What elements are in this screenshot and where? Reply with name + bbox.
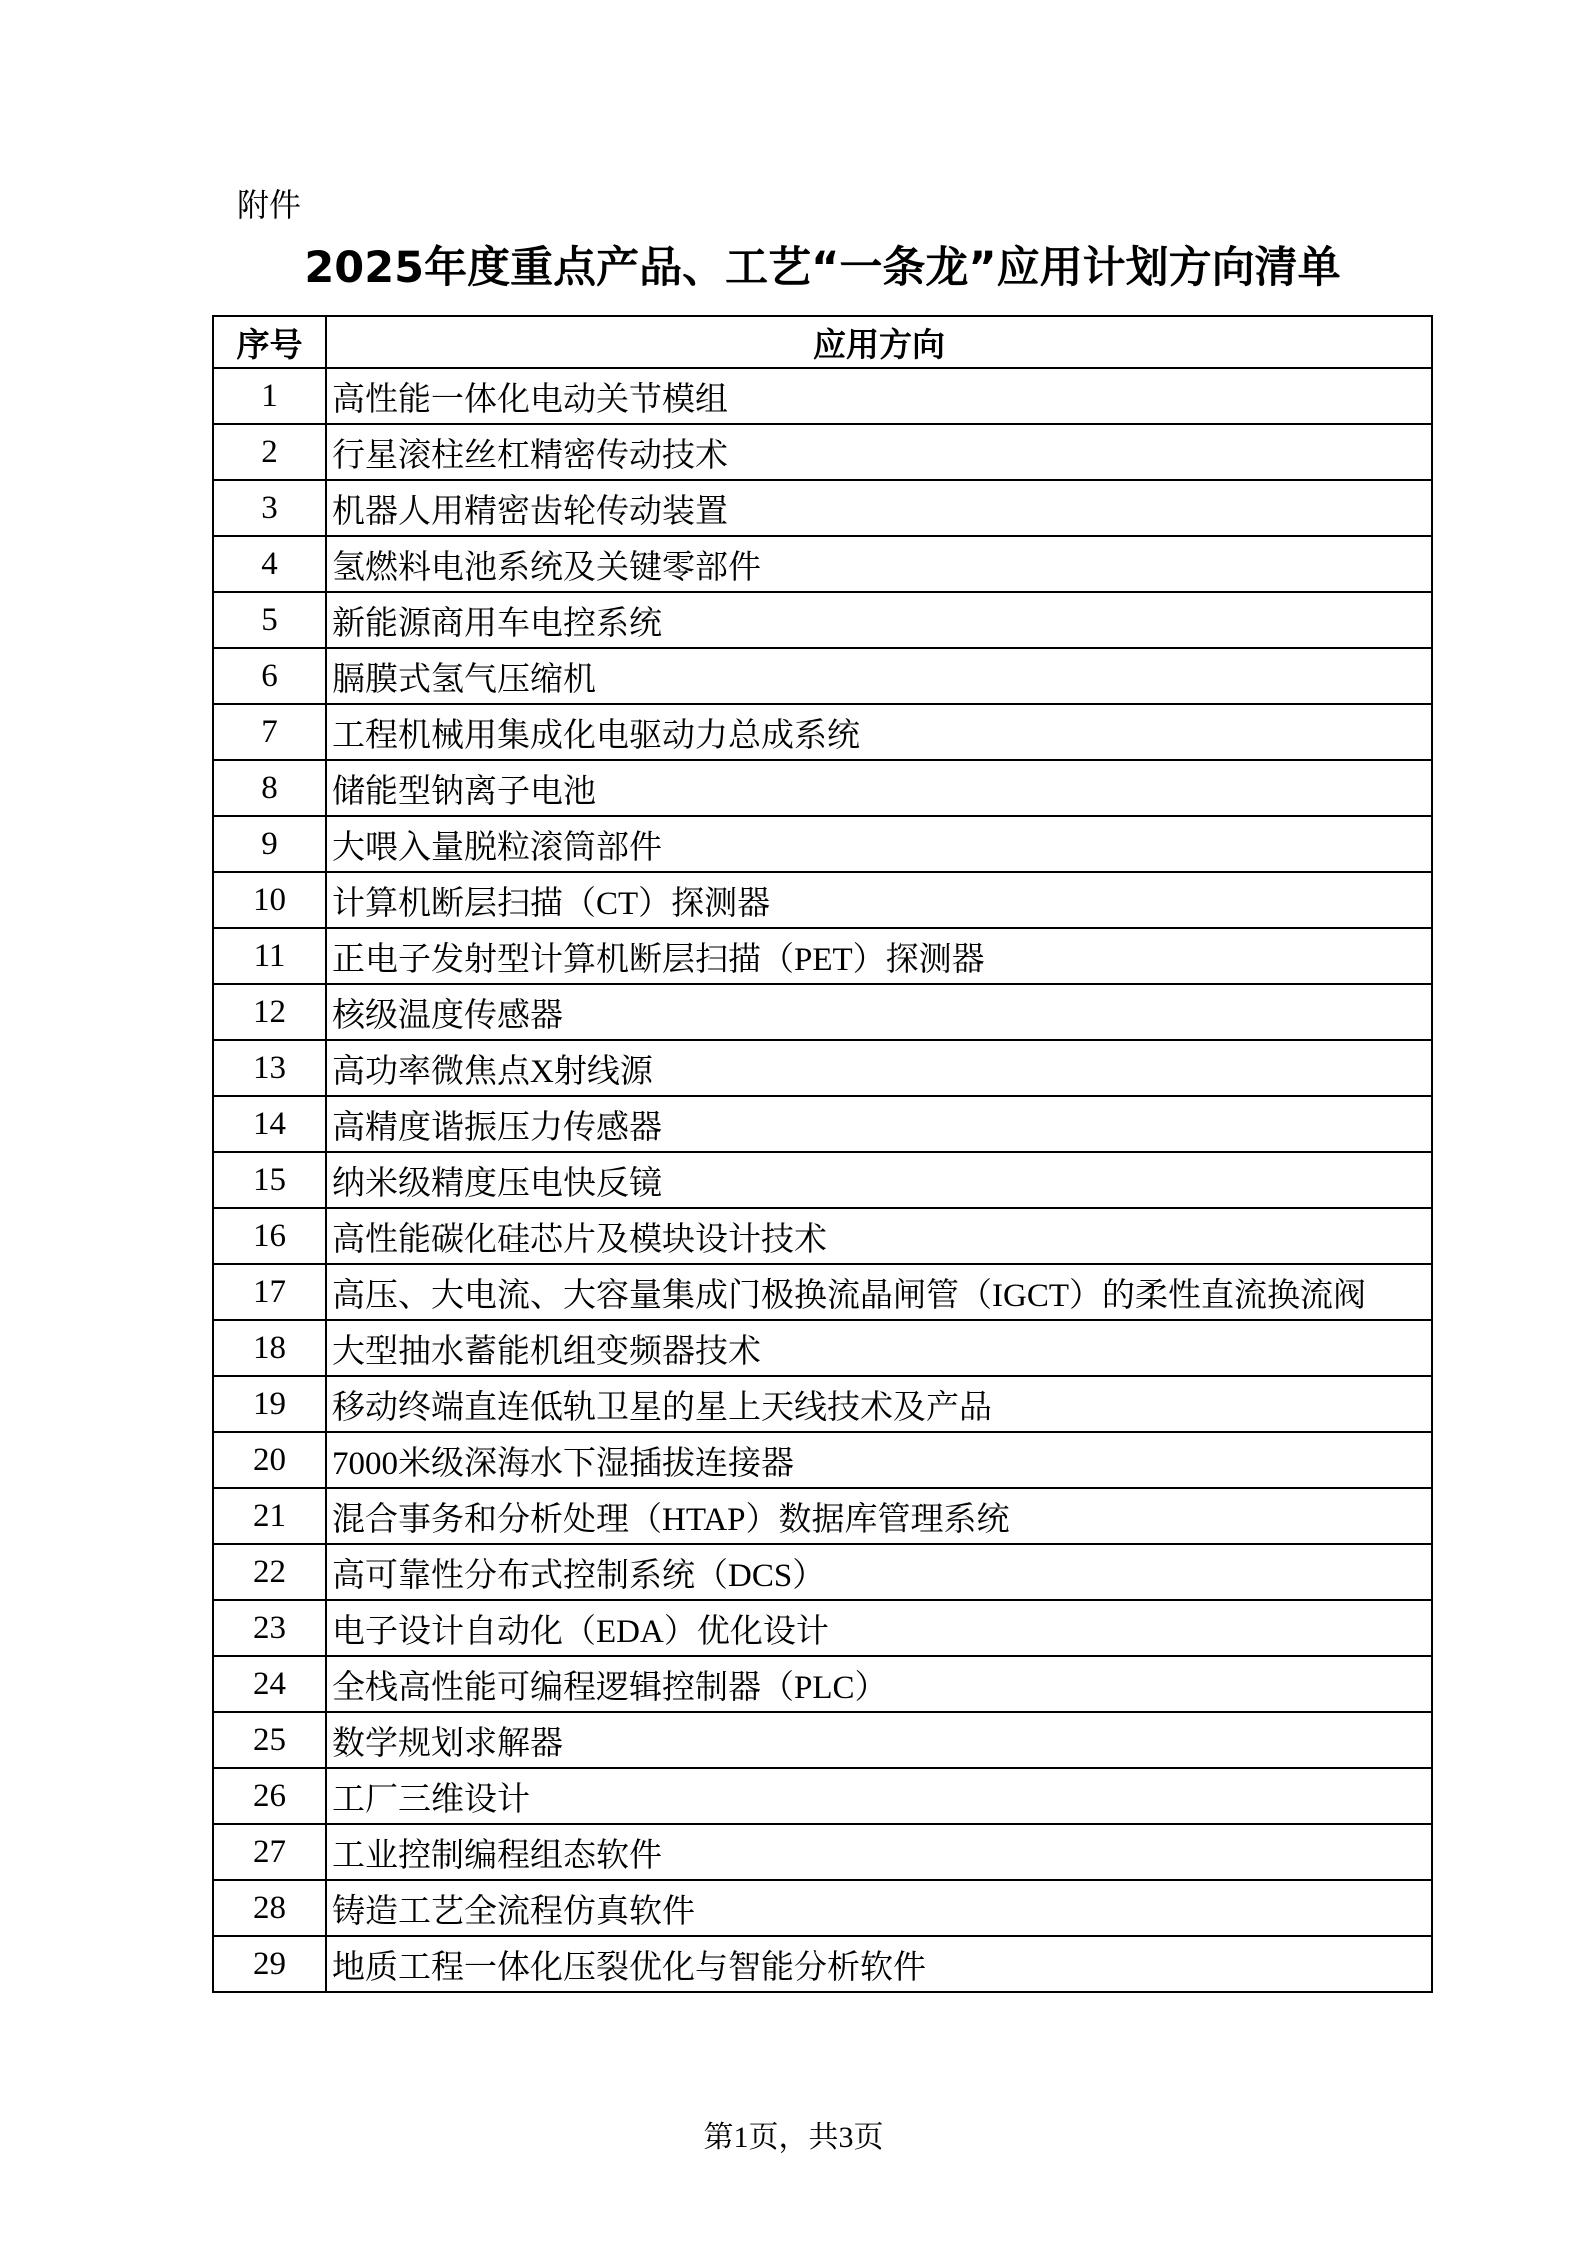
row-number-cell: 19 xyxy=(213,1376,326,1432)
table-row xyxy=(213,1600,1432,1656)
row-direction-cell: 大喂入量脱粒滚筒部件 xyxy=(326,816,1432,872)
table-header-row xyxy=(213,316,1432,368)
table-row xyxy=(213,480,1432,536)
page-footer: 第1页，共3页 xyxy=(703,2121,884,2154)
row-direction-cell: 移动终端直连低轨卫星的星上天线技术及产品 xyxy=(326,1376,1432,1432)
table-row xyxy=(213,1936,1432,1992)
row-number-cell: 9 xyxy=(213,816,326,872)
row-number-cell: 3 xyxy=(213,480,326,536)
row-direction-cell: 正电子发射型计算机断层扫描（PET）探测器 xyxy=(326,928,1432,984)
row-direction-cell: 高压、大电流、大容量集成门极换流晶闸管（IGCT）的柔性直流换流阀 xyxy=(326,1264,1432,1320)
row-number-cell: 1 xyxy=(213,368,326,424)
row-direction-cell: 混合事务和分析处理（HTAP）数据库管理系统 xyxy=(326,1488,1432,1544)
table-row xyxy=(213,592,1432,648)
table-row xyxy=(213,1712,1432,1768)
table-row xyxy=(213,1768,1432,1824)
table-row xyxy=(213,1152,1432,1208)
row-number-cell: 23 xyxy=(213,1600,326,1656)
row-direction-cell: 行星滚柱丝杠精密传动技术 xyxy=(326,424,1432,480)
table-header-no: 序号 xyxy=(213,316,326,368)
table-row xyxy=(213,1376,1432,1432)
row-number-cell: 2 xyxy=(213,424,326,480)
table-header-direction: 应用方向 xyxy=(326,316,1432,368)
row-direction-cell: 数学规划求解器 xyxy=(326,1712,1432,1768)
table-row xyxy=(213,648,1432,704)
row-number-cell: 8 xyxy=(213,760,326,816)
row-direction-cell: 储能型钠离子电池 xyxy=(326,760,1432,816)
row-number-cell: 4 xyxy=(213,536,326,592)
table-row xyxy=(213,368,1432,424)
table-row xyxy=(213,704,1432,760)
table-row xyxy=(213,928,1432,984)
table-row xyxy=(213,1488,1432,1544)
table-row xyxy=(213,1432,1432,1488)
row-number-cell: 15 xyxy=(213,1152,326,1208)
table-row xyxy=(213,872,1432,928)
row-direction-cell: 铸造工艺全流程仿真软件 xyxy=(326,1880,1432,1936)
row-number-cell: 17 xyxy=(213,1264,326,1320)
row-direction-cell: 膈膜式氢气压缩机 xyxy=(326,648,1432,704)
row-number-cell: 16 xyxy=(213,1208,326,1264)
row-number-cell: 10 xyxy=(213,872,326,928)
attachment-label: 附件 xyxy=(237,186,302,224)
page-title: 2025年度重点产品、工艺“一条龙”应用计划方向清单 xyxy=(304,243,1341,293)
row-number-cell: 13 xyxy=(213,1040,326,1096)
row-direction-cell: 高功率微焦点X射线源 xyxy=(326,1040,1432,1096)
row-number-cell: 22 xyxy=(213,1544,326,1600)
table-row xyxy=(213,1264,1432,1320)
table-row xyxy=(213,1320,1432,1376)
table-row xyxy=(213,536,1432,592)
row-direction-cell: 机器人用精密齿轮传动装置 xyxy=(326,480,1432,536)
row-number-cell: 12 xyxy=(213,984,326,1040)
row-number-cell: 25 xyxy=(213,1712,326,1768)
row-number-cell: 27 xyxy=(213,1824,326,1880)
row-number-cell: 7 xyxy=(213,704,326,760)
row-direction-cell: 工程机械用集成化电驱动力总成系统 xyxy=(326,704,1432,760)
table-row xyxy=(213,984,1432,1040)
row-direction-cell: 氢燃料电池系统及关键零部件 xyxy=(326,536,1432,592)
table-body xyxy=(213,368,1432,1992)
row-number-cell: 5 xyxy=(213,592,326,648)
row-direction-cell: 新能源商用车电控系统 xyxy=(326,592,1432,648)
row-direction-cell: 纳米级精度压电快反镜 xyxy=(326,1152,1432,1208)
table-row xyxy=(213,1880,1432,1936)
row-number-cell: 11 xyxy=(213,928,326,984)
table-row xyxy=(213,1544,1432,1600)
row-number-cell: 24 xyxy=(213,1656,326,1712)
row-direction-cell: 电子设计自动化（EDA）优化设计 xyxy=(326,1600,1432,1656)
row-direction-cell: 7000米级深海水下湿插拔连接器 xyxy=(326,1432,1432,1488)
row-direction-cell: 工业控制编程组态软件 xyxy=(326,1824,1432,1880)
table-row xyxy=(213,1824,1432,1880)
row-number-cell: 18 xyxy=(213,1320,326,1376)
row-direction-cell: 工厂三维设计 xyxy=(326,1768,1432,1824)
row-direction-cell: 地质工程一体化压裂优化与智能分析软件 xyxy=(326,1936,1432,1992)
row-number-cell: 21 xyxy=(213,1488,326,1544)
row-direction-cell: 高精度谐振压力传感器 xyxy=(326,1096,1432,1152)
row-direction-cell: 核级温度传感器 xyxy=(326,984,1432,1040)
row-number-cell: 14 xyxy=(213,1096,326,1152)
row-direction-cell: 高性能一体化电动关节模组 xyxy=(326,368,1432,424)
applications-table xyxy=(212,315,1433,1993)
table-row xyxy=(213,1656,1432,1712)
row-number-cell: 28 xyxy=(213,1880,326,1936)
row-direction-cell: 计算机断层扫描（CT）探测器 xyxy=(326,872,1432,928)
row-direction-cell: 高可靠性分布式控制系统（DCS） xyxy=(326,1544,1432,1600)
table-row xyxy=(213,816,1432,872)
row-direction-cell: 大型抽水蓄能机组变频器技术 xyxy=(326,1320,1432,1376)
row-direction-cell: 全栈高性能可编程逻辑控制器（PLC） xyxy=(326,1656,1432,1712)
table-row xyxy=(213,424,1432,480)
table-row xyxy=(213,1208,1432,1264)
row-number-cell: 29 xyxy=(213,1936,326,1992)
row-number-cell: 20 xyxy=(213,1432,326,1488)
table-row xyxy=(213,1096,1432,1152)
row-direction-cell: 高性能碳化硅芯片及模块设计技术 xyxy=(326,1208,1432,1264)
row-number-cell: 26 xyxy=(213,1768,326,1824)
table-row xyxy=(213,760,1432,816)
table-row xyxy=(213,1040,1432,1096)
row-number-cell: 6 xyxy=(213,648,326,704)
